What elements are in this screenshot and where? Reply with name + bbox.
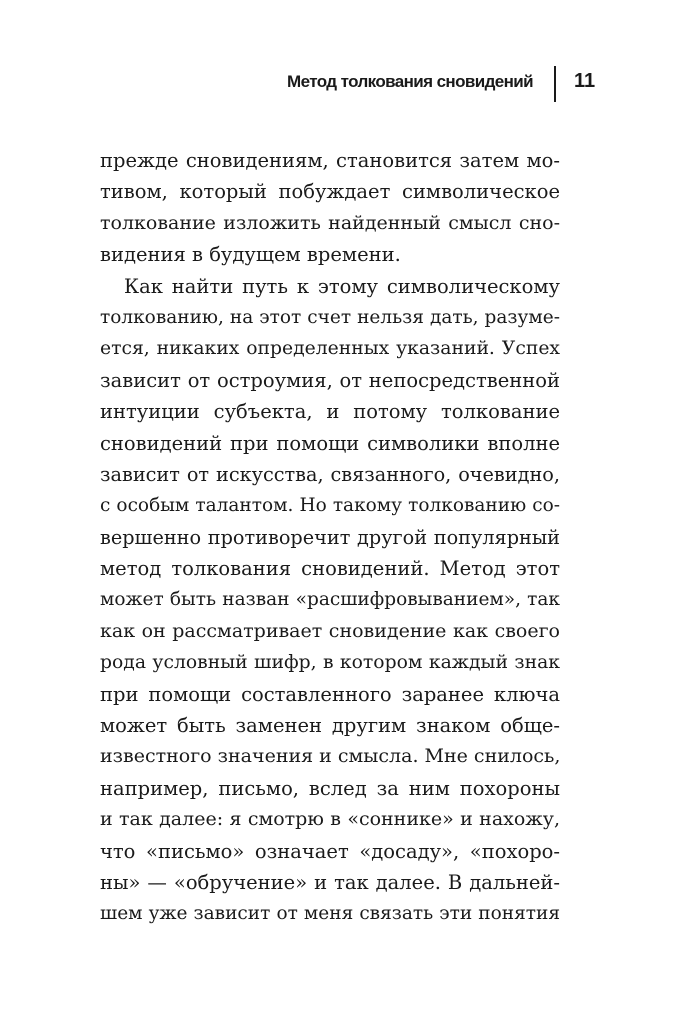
text-line: может быть назван «расшифровыванием», так	[100, 589, 560, 611]
text-line: вершенно противоречит другой популярный	[100, 525, 560, 549]
text-line: как он рассматривает сновидение как своего	[100, 619, 560, 642]
running-head	[0, 66, 691, 106]
body-text	[100, 145, 560, 930]
header-divider	[554, 66, 556, 102]
text-line: известного значения и смысла. Мне снилось,	[100, 745, 560, 768]
text-line: шем уже зависит от меня связать эти понятия	[100, 903, 560, 925]
running-title: Метод толкования сновидений	[287, 72, 533, 91]
text-line: толкование изложить найденный смысл сно-	[100, 211, 560, 234]
text-line: сновидений при помощи символики вполне	[100, 431, 560, 455]
text-line: зависит от остроумия, от непосредственной	[100, 368, 560, 392]
text-line: ется, никаких определенных указаний. Успех	[100, 338, 560, 360]
page-number: 11	[574, 70, 596, 92]
text-line: прежде сновидениям, становится затем мо-	[100, 149, 560, 172]
text-line: тивом, который побуждает символическое	[100, 180, 560, 204]
text-line: может быть заменен другим знаком обще-	[100, 714, 560, 738]
text-line: что «письмо» означает «досаду», «похоро-	[100, 839, 560, 863]
text-line: толкованию, на этот счет нельзя дать, разуме-	[100, 306, 560, 328]
text-line: при помощи составленного заранее ключа	[100, 682, 560, 706]
text-line: метод толкования сновидений. Метод этот	[100, 557, 560, 581]
text-line: и так далее: я смотрю в «соннике» и нахожу,	[100, 808, 560, 831]
text-line: видения в будущем времени.	[100, 243, 401, 267]
text-line: с особым талантом. Но такому толкованию со-	[100, 495, 560, 517]
text-line: рода условный шифр, в котором каждый знак	[100, 652, 560, 674]
text-line: ны» — «обручение» и так далее. В дальней-	[100, 870, 560, 894]
text-line: интуиции субъекта, и потому толкование	[100, 400, 560, 424]
text-line: Как найти путь к этому символическому	[124, 274, 560, 298]
text-line: зависит от искусства, связанного, очевидно,	[100, 462, 560, 486]
text-line: например, письмо, вслед за ним похороны	[100, 776, 560, 800]
